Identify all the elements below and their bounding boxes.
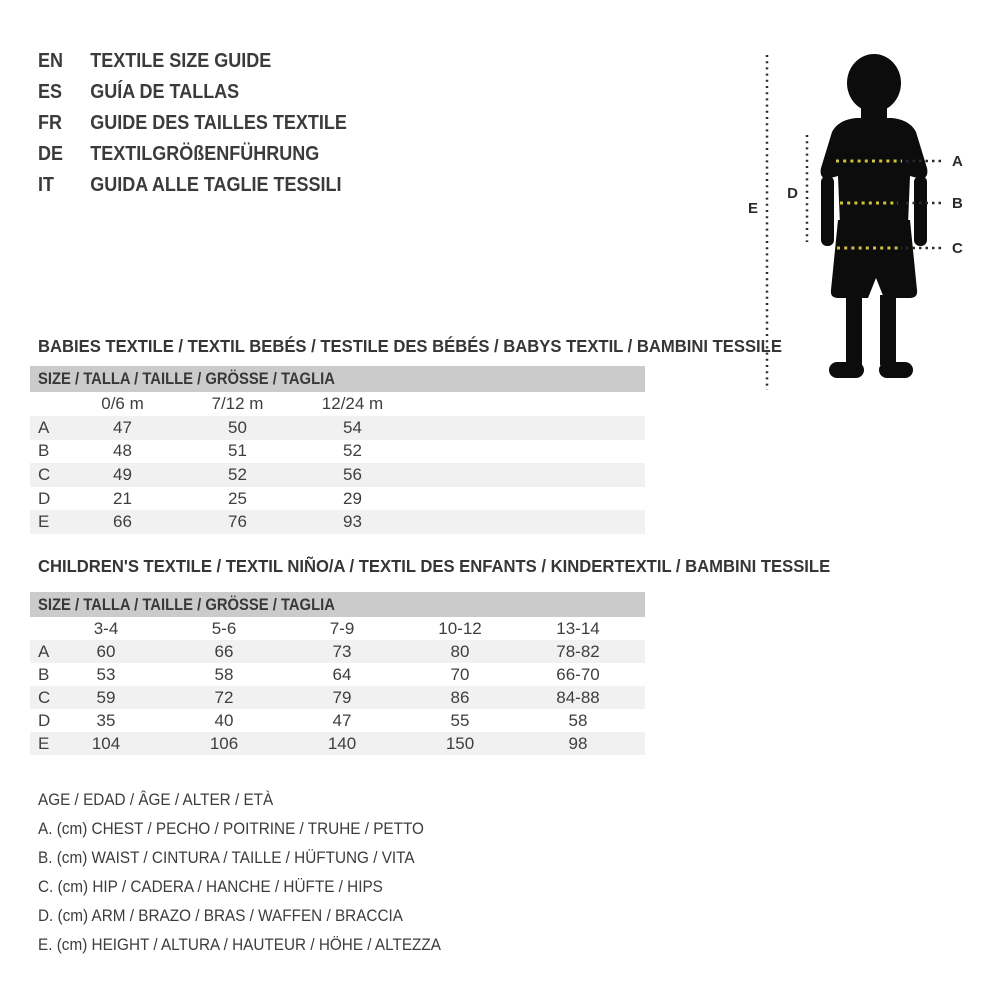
cell-value: 73 xyxy=(332,641,352,661)
language-row-fr xyxy=(38,108,347,139)
cell-value: 66 xyxy=(113,512,132,532)
cell-value: 106 xyxy=(209,733,239,753)
legend-waist-line: B. (cm) WAIST / CINTURA / TAILLE / HÜFTUNG / VITA xyxy=(38,848,415,867)
cell-value: 79 xyxy=(332,687,352,707)
arm-label: D xyxy=(787,185,798,202)
row-label: A xyxy=(38,417,50,437)
column-header: 3-4 xyxy=(93,618,119,638)
column-header: 0/6 m xyxy=(101,394,144,413)
row-label: B xyxy=(38,441,50,461)
language-title: TEXTILGRÖßENFÜHRUNG xyxy=(90,143,320,165)
table-row xyxy=(30,510,645,534)
legend-age-line: AGE / EDAD / ÂGE / ALTER / ETÀ xyxy=(38,790,274,809)
children-section-title: CHILDREN'S TEXTILE / TEXTIL NIÑO/A / TEXTIL DES ENFANTS / KINDERTEXTIL / BAMBINI TESSILE xyxy=(38,556,831,576)
language-row-de xyxy=(38,139,347,170)
column-header: 10-12 xyxy=(438,618,482,638)
cell-value: 52 xyxy=(343,441,362,461)
cell-value: 49 xyxy=(113,464,132,484)
cell-value: 66 xyxy=(214,641,234,661)
row-label: D xyxy=(38,710,51,730)
table-row xyxy=(30,686,645,709)
cell-value: 58 xyxy=(214,664,234,684)
table-row xyxy=(30,732,645,755)
waist-label: B xyxy=(952,195,963,212)
cell-value: 47 xyxy=(332,710,352,730)
cell-value: 76 xyxy=(228,512,247,532)
table-row xyxy=(30,663,645,686)
babies-size-table xyxy=(30,366,645,534)
cell-value: 25 xyxy=(228,488,247,508)
children-table-columns-row xyxy=(30,617,645,640)
cell-value: 80 xyxy=(450,641,470,661)
cell-value: 66-70 xyxy=(556,664,600,684)
cell-value: 72 xyxy=(214,687,234,707)
cell-value: 52 xyxy=(228,464,247,484)
cell-value: 35 xyxy=(96,710,116,730)
language-row-it xyxy=(38,170,347,201)
column-header: 7/12 m xyxy=(211,394,264,413)
cell-value: 58 xyxy=(568,710,588,730)
cell-value: 21 xyxy=(113,488,132,508)
cell-value: 104 xyxy=(91,733,121,753)
language-title-list xyxy=(38,46,381,201)
cell-value: 59 xyxy=(96,687,116,707)
children-size-table xyxy=(30,592,645,755)
language-row-es xyxy=(38,77,347,108)
row-label: E xyxy=(38,512,50,532)
row-label: A xyxy=(38,641,50,661)
cell-value: 93 xyxy=(343,512,362,532)
child-silhouette-icon xyxy=(821,54,928,378)
row-label: C xyxy=(38,464,51,484)
cell-value: 53 xyxy=(96,664,116,684)
language-code: IT xyxy=(38,174,55,196)
babies-table-size-header: SIZE / TALLA / TAILLE / GRÖSSE / TAGLIA xyxy=(30,366,645,392)
language-code: ES xyxy=(38,81,63,103)
babies-section-title: BABIES TEXTILE / TEXTIL BEBÉS / TESTILE DES BÉBÉS / BABYS TEXTIL / BAMBINI TESSILE xyxy=(38,336,782,356)
table-row xyxy=(30,640,645,663)
language-title: GUÍA DE TALLAS xyxy=(90,81,240,103)
row-label: B xyxy=(38,664,50,684)
height-label: E xyxy=(747,200,758,217)
language-code: EN xyxy=(38,50,64,72)
cell-value: 55 xyxy=(450,710,470,730)
legend-height-line: E. (cm) HEIGHT / ALTURA / HAUTEUR / HÖHE / ALTEZZA xyxy=(38,935,441,954)
cell-value: 64 xyxy=(332,664,352,684)
table-row xyxy=(30,440,645,464)
column-header: 5-6 xyxy=(211,618,237,638)
cell-value: 51 xyxy=(228,441,247,461)
row-label: E xyxy=(38,733,50,753)
language-code: DE xyxy=(38,143,64,165)
cell-value: 56 xyxy=(343,464,362,484)
cell-value: 29 xyxy=(343,488,362,508)
cell-value: 60 xyxy=(96,641,116,661)
cell-value: 50 xyxy=(228,417,247,437)
language-row-en xyxy=(38,46,347,77)
cell-value: 140 xyxy=(327,733,357,753)
cell-value: 78-82 xyxy=(556,641,600,661)
chest-label: A xyxy=(952,153,963,170)
cell-value: 48 xyxy=(113,441,132,461)
table-row xyxy=(30,416,645,440)
children-table-size-header: SIZE / TALLA / TAILLE / GRÖSSE / TAGLIA xyxy=(30,592,645,617)
cell-value: 47 xyxy=(113,417,132,437)
babies-table-columns-row xyxy=(30,392,645,416)
cell-value: 70 xyxy=(450,664,470,684)
language-code: FR xyxy=(38,112,63,134)
table-row xyxy=(30,487,645,511)
hip-label: C xyxy=(952,240,963,257)
table-row xyxy=(30,709,645,732)
column-header: 7-9 xyxy=(329,618,355,638)
column-header: 13-14 xyxy=(556,618,600,638)
cell-value: 86 xyxy=(450,687,470,707)
language-title: GUIDA ALLE TAGLIE TESSILI xyxy=(90,174,342,196)
row-label: C xyxy=(38,687,51,707)
language-title: TEXTILE SIZE GUIDE xyxy=(90,50,272,72)
cell-value: 150 xyxy=(445,733,475,753)
cell-value: 54 xyxy=(343,417,362,437)
measurement-legend xyxy=(38,785,486,959)
legend-hip-line: C. (cm) HIP / CADERA / HANCHE / HÜFTE / HIPS xyxy=(38,877,383,896)
legend-chest-line: A. (cm) CHEST / PECHO / POITRINE / TRUHE / PETTO xyxy=(38,819,424,838)
cell-value: 84-88 xyxy=(556,687,600,707)
cell-value: 98 xyxy=(568,733,588,753)
row-label: D xyxy=(38,488,51,508)
column-header: 12/24 m xyxy=(321,394,384,413)
language-title: GUIDE DES TAILLES TEXTILE xyxy=(90,112,347,134)
table-row xyxy=(30,463,645,487)
cell-value: 40 xyxy=(214,710,234,730)
legend-arm-line: D. (cm) ARM / BRAZO / BRAS / WAFFEN / BRACCIA xyxy=(38,906,403,925)
